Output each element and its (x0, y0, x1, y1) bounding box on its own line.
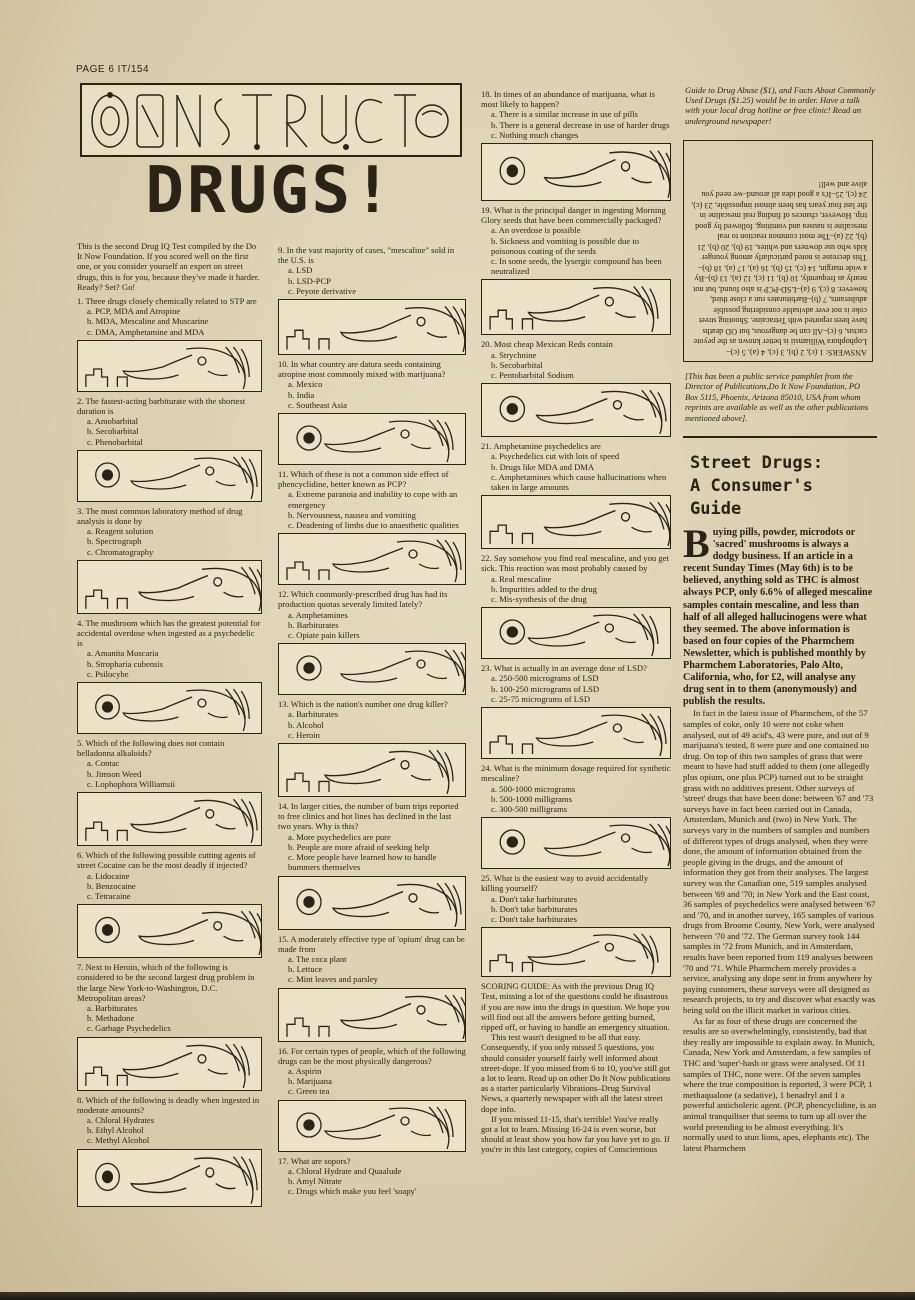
answer-option: b. Barbiturates (288, 619, 339, 630)
answer-option: c. More people have learned how to handle bummers themselves (288, 852, 437, 873)
column-2 (278, 241, 466, 1196)
answer-option: c. Heroin (288, 729, 320, 740)
answers-text: ANSWERS: 1 (c), 2 (b), 3 (c), 4 (a), 5 (c)–Lophophora Williamsii is better known as the peyote cactus, 6 (c)–All can be dangerous, but OD deaths have been reported with Tetracaine. Shooting street coke is not ever advisable considering possible adulterants, 7 (b)–Barbiturates run a close third, however. 8 (c), 9 (a)–LSD-PCP is also found, but not nearly as frequently, 10 (b), 11 (c), 12 (a), 13 (b)–By a wide margin, 14 (c), 15 (b), 16 (a), 17 (a), 18 (b)–This decrease is noted particularly among younger kids who use downers and whites, 19 (b), 20 (b), 21 (b), 22 (a)–The most common reaction to real mescaline is nausea and vomiting, followed by good trip. However, chances of finding real mescaline in the last four years has been almost impossible, 23 (c), 24 (c), 25–It's a good idea all around–we need you alive and well! (691, 180, 867, 357)
answer-option: a. 500-1000 micrograms (491, 783, 576, 794)
quiz-question (278, 1046, 466, 1097)
answer-option: b. Alcohol (288, 719, 324, 730)
cartoon-illustration (78, 451, 261, 501)
quiz-question (77, 1095, 262, 1146)
answer-option: c. Deadening of limbs due to anaesthetic qualities (288, 520, 459, 531)
column-3 (481, 85, 671, 1155)
article-title-line1: Street Drugs: (690, 453, 824, 473)
quiz-question (481, 441, 671, 492)
article-paragraph-3: As far as four of these drugs are concerned the results are so overwhelmingly, consistently, bad that they really are impossible to explain away. In Munich, Canada, New York and Amsterdam, a few samples of THC and 'super'-hash or grass were analysed. Of 11 samples of THC, none were. Of the seven samples where the true composition is reported, 3 were PCP, 1 methaqualone (a sedative), 1 benadryl and 1 a powerful anticholeric agent. (PCP, phencyclidine, is an animal tranquiliser that seems to turn up all over the world pretending to be almost everything. It's normally used to stun lions, apes, elephants etc). The latest Pharmchem (683, 1015, 877, 1153)
question-text: 4. The mushroom which has the greatest potential for accidental overdose when ingested as a psychedelic is (77, 617, 261, 649)
cartoon-panel (77, 904, 262, 958)
divider (683, 436, 877, 438)
question-text: 21. Amphetamine psychedelics are (481, 441, 601, 452)
answer-option: a. Contac (87, 758, 120, 769)
scoring-guide-paragraph: SCORING GUIDE: As with the previous Drug IQ Test, missing a lot of the questions could be disastrous if you are now into the drugs in question. We hope you will find out all the answers before getting burned, ripped off, or having to handle an emergency situation. (481, 981, 670, 1032)
answer-option: a. PCP, MDA and Atropine (87, 306, 181, 317)
cartoon-panel (77, 682, 262, 734)
answer-option: a. More psychedelics are pure (288, 831, 391, 842)
answer-option: a. Mexico (288, 379, 323, 390)
scoring-guide-paragraph: This test wasn't designed to be all that easy. Consequently, if you only missed 5 questions, you should consider yourself fairly well informed about street-dope. If you missed from 6 to 10, you've still got a lot to learn. Read up on other Do It Now publications as a starter particularly Vibrations–Drug Survival News, a quarterly newspaper with all the latest street dope info. (481, 1032, 671, 1114)
question-text: 24. What is the minimum dosage required for synthetic mescaline? (481, 763, 671, 784)
quiz-question (481, 339, 671, 380)
answer-option: c. Opiate pain killers (288, 630, 360, 641)
quiz-question (278, 934, 466, 985)
cartoon-panel (77, 560, 262, 614)
answer-option: b. People are more afraid of seeking help (288, 841, 430, 852)
cartoon-illustration (78, 1150, 261, 1206)
answer-option: b. Stropharia cubensis (87, 658, 164, 669)
article-paragraph-2: In fact in the latest issue of Pharmchem, of the 57 samples of coke, only 10 were not coke when analysed, out of 49 acid's, 43 were pure, and out of 9 marijuana's tested, 8 were pure and one contained no drug. On top of this two samples of grass that were meant to have had stuff added to them (one allegedly plus opium, one plus PCP) turned out to be straight grass with no additives present. Other surveys of 'street' drugs that have been done: between '67 and '73 surveys have in fact been carried out in Canada, Amsterdam, Munich and (two) in New York. The surveys vary in the numbers of samples and numbers of different types of drugs analysed, when they were done, the amount of information obtained from the people giving in the drugs, and the amount of information they got from their analyses. The largest survey was the Canadian one, 519 samples analysed between '69 and '70; in New York and the East coast, 36 samples of psychedelics were analysed between '67 and '70, and in another survey, 165 samples of various drugs from Broome County, New York, were analysed between '70 and '72. The German survey took 144 samples in '72 from Munich, and in Amsterdam, results have been reported from 119 analyses between '70 and '71. While Pharmchem merely provides a service, analysing any dope sent in from anywhere by paying customers, these surveys were all designed as research projects, to try and discover what exactly was being sold on the illicit market in various cities. (683, 708, 876, 1016)
answer-option: c. Drugs which make you feel 'soapy' (288, 1186, 417, 1197)
cartoon-panel (278, 643, 466, 695)
quiz-question (481, 89, 671, 140)
article-title-line2: A Consumer's (690, 476, 813, 496)
question-text: 19. What is the principal danger in ingesting Morning Glory seeds that have been commercially packaged? (481, 205, 666, 226)
cartoon-illustration (482, 280, 670, 334)
answer-option: b. Spectrograph (87, 536, 142, 547)
cartoon-panel (481, 383, 671, 437)
quiz-question (278, 245, 466, 296)
answer-option: a. Lidocaine (87, 870, 130, 881)
answer-option: b. Nervousness, nausea and vomiting (288, 509, 416, 520)
quiz-question (278, 801, 466, 872)
answer-option: c. Lophophora Williamsii (87, 778, 176, 789)
answer-option: a. Amphetamines (288, 609, 348, 620)
quiz-question (278, 1156, 466, 1197)
cartoon-illustration (279, 744, 465, 796)
quiz-question (481, 205, 671, 276)
article-lead-text: uying pills, powder, microdots or 'sacred' mushrooms is always a dodgy business. If an article in a recent Sunday Times (May 6th) is to be believed, anything sold as THC is almost always PCP, only 6.6% of alleged mescaline samples contain mescaline, and less than half of all alleged hallucinogens were what they seemed. The above information is based on four copies of the Pharmchem Newsletter, which is published monthly by Pharmchem Laboratories, Palo Alto, California, who, for £2, will analyse any drug sent in to them (anonymously) and publish the results. (683, 527, 873, 708)
cartoon-illustration (78, 793, 261, 845)
intro-text: This is the second Drug IQ Test compiled by the Do It Now Foundation. If you scored well on the first one, or you consider yourself an expert on street drugs, this is for you, because they've made it harder. Ready? Set? Go! (77, 241, 260, 292)
cartoon-panel (278, 299, 466, 355)
answer-option: c. Tetracaine (87, 890, 131, 901)
cartoon-panel (77, 1149, 262, 1207)
cartoon-panel (278, 533, 466, 585)
question-text: 23. What is actually in an average dose of LSD? (481, 663, 647, 674)
question-text: 5. Which of the following does not contain belladonna alkaloids? (77, 738, 225, 759)
answer-option: a. Psychedelics cut with lots of speed (491, 451, 620, 462)
answer-option: a. There is a similar increase in use of pills (491, 109, 638, 120)
answer-option: b. Jimson Weed (87, 768, 142, 779)
question-text: 15. A moderately effective type of 'opium' drug can be made from (278, 933, 465, 954)
answer-option: c. 25-75 micrograms of LSD (491, 693, 591, 704)
question-text: 6. Which of the following possible cutting agents of street Cocaine can be the most deadly if injected? (77, 850, 256, 871)
article-title-line3: Guide (690, 499, 742, 519)
quiz-question (77, 396, 262, 447)
cartoon-panel (481, 143, 671, 201)
answer-option: a. Strychnine (491, 349, 537, 360)
question-text: 22. Say somehow you find real mescaline, and you get sick. This reaction was most probably caused by (481, 553, 669, 574)
cartoon-illustration (482, 928, 670, 976)
question-text: 14. In larger cities, the number of bum trips reported to free clinics and hot lines has declined in the last two years. Why is this? (278, 801, 459, 832)
question-text: 20. Most cheap Mexican Reds contain (481, 339, 613, 350)
quiz-question (278, 589, 466, 640)
quiz-question (77, 738, 262, 789)
cartoon-panel (278, 988, 466, 1042)
answer-option: b. Ethyl Alcohol (87, 1125, 144, 1136)
question-text: 10. In what country are datura seeds containing atropine most commonly mixed with marijuana? (278, 359, 446, 380)
quiz-question (77, 618, 262, 679)
answer-option: a. Barbiturates (87, 1002, 138, 1013)
cartoon-illustration (482, 608, 670, 658)
question-text: 17. What are sopors? (278, 1155, 351, 1166)
cartoon-panel (278, 1100, 466, 1152)
answer-option: c. Pentobarbital Sodium (491, 370, 574, 381)
answer-option: b. 100-250 micrograms of LSD (491, 683, 600, 694)
answer-option: c. Mint leaves and parsley (288, 974, 378, 985)
answer-option: b. MDA, Mescaline and Muscarine (87, 316, 209, 327)
page-label: PAGE 6 IT/154 (76, 64, 150, 75)
quiz-question (278, 359, 466, 410)
answer-option: c. Psilocybe (87, 668, 129, 679)
quiz-question (77, 850, 262, 901)
cartoon-illustration (78, 341, 261, 391)
answer-option: c. DMA, Amphetamine and MDA (87, 326, 205, 337)
article-body (683, 521, 877, 1153)
publications-text: Guide to Drug Abuse ($1), and Facts About Commonly Used Drugs ($1.25) would be in order. Have a talk with your local drug hotline or free clinic! Read an underground newspaper! (685, 85, 875, 126)
answer-option: a. Aspirin (288, 1065, 322, 1076)
cartoon-illustration (279, 300, 465, 354)
question-text: 3. The most common laboratory method of drug analysis is done by (77, 505, 243, 527)
cartoon-panel (278, 876, 466, 930)
quiz-question (481, 663, 671, 704)
answer-option: c. 300-500 milligrams (491, 803, 568, 814)
cartoon-panel (481, 607, 671, 659)
question-text: 18. In times of an abundance of marijuana, what is most likely to happen? (481, 89, 655, 110)
construction-banner (80, 83, 462, 157)
cartoon-panel (77, 1037, 262, 1091)
answer-option: b. Methadone (87, 1013, 135, 1024)
cartoon-illustration (78, 683, 261, 733)
question-text: 16. For certain types of people, which of the following drugs can be the most physically dangerous? (278, 1045, 466, 1066)
cartoon-panel (481, 927, 671, 977)
quiz-question (481, 873, 671, 924)
answer-option: a. 250-500 micrograms of LSD (491, 673, 599, 684)
cartoon-panel (481, 279, 671, 335)
question-text: 12. Which commonly-prescribed drug has had its production quotas severaly limited lately? (278, 589, 448, 610)
quiz-question (77, 506, 262, 557)
answer-option: a. An overdose is possible (491, 225, 581, 236)
question-text: 7. Next to Heroin, which of the following is considered to be the second largest drug problem in the large New York-to-Washington, D.C. Metropolitan areas? (77, 962, 255, 1003)
cartoon-illustration (482, 384, 670, 436)
answer-option: a. LSD (288, 265, 313, 276)
torn-edge (0, 1292, 915, 1300)
cartoon-illustration (279, 414, 465, 464)
answer-option: b. Sickness and vomiting is possible due to poisonous coating of the seeds (491, 235, 639, 256)
cartoon-illustration (279, 1101, 465, 1151)
answer-option: c. Garbage Psychedelics (87, 1023, 171, 1034)
drugs-title: DRUGS! (145, 154, 395, 228)
answer-option: b. Don't take barbiturates (491, 903, 578, 914)
cartoon-illustration (78, 561, 261, 613)
answer-option: c. Peyote derivative (288, 285, 357, 296)
answer-option: b. India (288, 389, 315, 400)
cartoon-panel (77, 792, 262, 846)
cartoon-illustration (78, 905, 261, 957)
answer-option: c. Mis-synthesis of the drug (491, 594, 587, 605)
answer-option: a. Amanita Muscaria (87, 648, 159, 659)
cartoon-illustration (78, 1038, 261, 1090)
answer-option: b. Amyl Nitrate (288, 1175, 342, 1186)
answer-option: b. Secobarbital (491, 359, 543, 370)
quiz-question (278, 469, 466, 530)
cartoon-panel (481, 817, 671, 869)
answer-option: b. Impurities added to the drug (491, 583, 597, 594)
cartoon-panel (481, 707, 671, 759)
answer-option: a. The coca plant (288, 953, 347, 964)
banner-illustration (82, 85, 460, 155)
dropcap: B (683, 521, 710, 566)
answer-option: b. Drugs like MDA and DMA (491, 461, 595, 472)
quiz-question (278, 699, 466, 740)
question-text: 9. In the vast majority of cases, "mescaline" sold in the U.S. is (278, 245, 455, 266)
cartoon-illustration (482, 708, 670, 758)
question-text: 13. Which is the nation's number one drug killer? (278, 699, 448, 710)
cartoon-panel (278, 413, 466, 465)
question-text: 11. Which of these is not a common side effect of phencyclidine, better known as PCP? (278, 469, 449, 490)
answer-option: a. Real mescaline (491, 573, 552, 584)
cartoon-illustration (279, 644, 465, 694)
cartoon-panel (77, 340, 262, 392)
answer-option: a. Chloral Hydrates (87, 1114, 155, 1125)
quiz-question (481, 763, 671, 814)
question-text: 2. The fastest-acting barbiturate with the shortest duration is (77, 395, 246, 417)
answer-option: b. LSD-PCP (288, 275, 331, 286)
answer-option: c. Methyl Alcohol (87, 1135, 150, 1146)
answer-option: c. Don't take barbiturates (491, 913, 578, 924)
answer-option: a. Extreme paranoia and inability to cope with an emergency (288, 489, 458, 510)
cartoon-panel (481, 495, 671, 549)
cartoon-illustration (279, 877, 465, 929)
cartoon-panel (77, 450, 262, 502)
quiz-question (77, 962, 262, 1033)
answer-option: c. Phenobarbital (87, 436, 143, 447)
column-4-top (685, 85, 875, 126)
cartoon-illustration (279, 989, 465, 1041)
answer-option: a. Barbiturates (288, 709, 339, 720)
answer-option: b. Secobarbital (87, 426, 139, 437)
column-1 (77, 241, 262, 1210)
cartoon-illustration (482, 818, 670, 868)
answer-option: c. Chromatography (87, 546, 154, 557)
quiz-question (77, 296, 262, 337)
answer-option: b. There is a general decrease in use of harder drugs (491, 119, 670, 130)
scoring-guide-paragraph: If you missed 11-15, that's terrible! You've really got a lot to learn. Missing 16-24 is even worse, but should at least show you how far you have yet to go. If you're in this last category, copies of Conscientious (481, 1113, 670, 1155)
quiz-question (481, 553, 671, 604)
article-lead (683, 521, 877, 708)
cartoon-illustration (482, 496, 670, 548)
answers-box (683, 140, 873, 362)
answer-option: a. Amobarbital (87, 416, 139, 427)
answer-option: b. Marijuana (288, 1076, 332, 1087)
answer-option: c. In some seeds, the lysergic compound has been neutralized (491, 256, 662, 277)
answer-option: c. Southeast Asia (288, 399, 347, 410)
answer-option: b. Benzocaine (87, 880, 136, 891)
answer-option: a. Reagent solution (87, 526, 154, 537)
answer-option: b. Lettuce (288, 964, 323, 975)
question-text: 25. What is the easiest way to avoid accidentally killing yourself? (481, 873, 649, 894)
answer-option: c. Nothing much changes (491, 129, 579, 140)
article-title (690, 452, 875, 521)
answer-option: c. Amphetamines which cause hallucinations when taken in large amounts (491, 471, 667, 493)
cartoon-illustration (279, 534, 465, 584)
service-note: [This has been a public service pamphlet from the Director of Publications,Do It Now Foundation, PO Box 5115, Phoenix, Arizona 85010, USA from whom reprints are available as well as the other publications mentioned above]. (685, 372, 869, 423)
question-text: 8. Which of the following is deadly when ingested in moderate amounts? (77, 1094, 260, 1115)
answer-option: c. Green tea (288, 1086, 330, 1097)
answer-option: a. Chloral Hydrate and Quaalude (288, 1165, 402, 1176)
answer-option: b. 500-1000 milligrams (491, 793, 572, 804)
cartoon-panel (278, 743, 466, 797)
answer-option: a. Don't take barbiturates (491, 893, 578, 904)
cartoon-illustration (482, 144, 670, 200)
question-text: 1. Three drugs closely chemically related to STP are (77, 296, 257, 307)
